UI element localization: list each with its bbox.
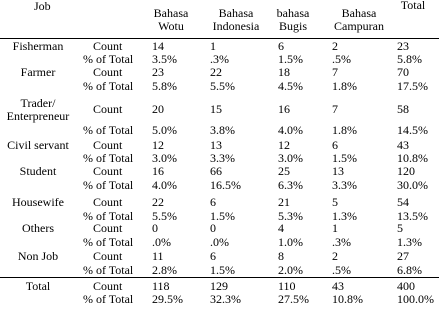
table-row-count-cell: 5 xyxy=(397,221,403,235)
total-row-pct-cell: 29.5% xyxy=(152,292,183,306)
table-row-count-cell: 7 xyxy=(332,65,338,79)
column-header: Bahasa xyxy=(341,6,377,20)
table-row-pct-cell: 5.0% xyxy=(152,123,177,137)
column-header: Indonesia xyxy=(212,19,260,33)
table-row-pct-cell: 14.5% xyxy=(397,123,428,137)
total-row-count-cell: 43 xyxy=(332,279,344,293)
total-row-pct-cell: 100.0% xyxy=(397,292,434,306)
table-row-pct-cell: .0% xyxy=(210,235,229,249)
table-row-pct-cell: 30.0% xyxy=(397,178,428,192)
column-header: Total xyxy=(400,0,426,12)
table-row-pct-cell: 6.3% xyxy=(278,178,303,192)
total-row-job-label: Total xyxy=(25,279,51,293)
table-row-pct-cell: 3.3% xyxy=(210,151,235,165)
stat-label-count: Count xyxy=(93,39,123,53)
table-row-pct-cell: 1.5% xyxy=(210,263,235,277)
table-row-pct-cell: .3% xyxy=(210,52,229,66)
stat-label-count: Count xyxy=(93,164,123,178)
total-row-count-cell: 118 xyxy=(152,279,170,293)
table-row-pct-cell: 5.5% xyxy=(210,79,235,93)
table-row-count-cell: 120 xyxy=(397,164,415,178)
table-row-pct-cell: 2.8% xyxy=(152,263,177,277)
table-row-count-cell: 16 xyxy=(278,102,290,116)
table-row-pct-cell: 17.5% xyxy=(397,79,428,93)
stat-label-count: Count xyxy=(93,138,123,152)
table-row-pct-cell: 4.0% xyxy=(152,178,177,192)
table-row-count-cell: 7 xyxy=(332,102,338,116)
table-row-count-cell: 14 xyxy=(152,39,164,53)
table-row-count-cell: 12 xyxy=(278,138,290,152)
table-row-pct-cell: 1.3% xyxy=(332,209,357,223)
table-row-pct-cell: 3.0% xyxy=(278,151,303,165)
table-row-count-cell: 6 xyxy=(278,39,284,53)
table-rule xyxy=(0,277,439,278)
table-row-job-label: Fisherman xyxy=(12,39,64,53)
table-row-count-cell: 1 xyxy=(210,39,216,53)
table-row-count-cell: 15 xyxy=(210,102,222,116)
table-row-count-cell: 22 xyxy=(152,195,164,209)
stat-label-pct: % of Total xyxy=(83,292,134,306)
stat-label-count: Count xyxy=(93,249,123,263)
stat-label-count: Count xyxy=(93,279,123,293)
table-row-count-cell: 11 xyxy=(152,249,164,263)
table-row-count-cell: 12 xyxy=(152,138,164,152)
stat-label-pct: % of Total xyxy=(83,151,134,165)
table-row-pct-cell: 1.3% xyxy=(397,235,422,249)
table-row-count-cell: 23 xyxy=(397,39,409,53)
table-row-pct-cell: 3.8% xyxy=(210,123,235,137)
table-rule xyxy=(0,38,439,39)
table-row-count-cell: 22 xyxy=(210,65,222,79)
table-row-count-cell: 25 xyxy=(278,164,290,178)
table-row-pct-cell: 4.5% xyxy=(278,79,303,93)
table-row-pct-cell: 1.8% xyxy=(332,79,357,93)
row-variable-header: Job xyxy=(34,0,51,13)
stat-label-count: Count xyxy=(93,65,123,79)
table-row-count-cell: 4 xyxy=(278,221,284,235)
total-row-pct-cell: 10.8% xyxy=(332,292,363,306)
table-row-pct-cell: 3.0% xyxy=(152,151,177,165)
table-row-count-cell: 6 xyxy=(210,249,216,263)
table-row-count-cell: 0 xyxy=(152,221,158,235)
column-header: Campuran xyxy=(334,19,384,33)
column-header: Wotu xyxy=(158,19,184,33)
stat-label-pct: % of Total xyxy=(83,52,134,66)
stat-label-pct: % of Total xyxy=(83,123,134,137)
column-header: bahasa xyxy=(276,6,310,20)
table-row-job-label: Non Job xyxy=(17,249,59,263)
table-row-pct-cell: 5.3% xyxy=(278,209,303,223)
table-row-pct-cell: 1.0% xyxy=(278,235,303,249)
stat-label-pct: % of Total xyxy=(83,209,134,223)
table-row-count-cell: 16 xyxy=(152,164,164,178)
total-row-count-cell: 110 xyxy=(278,279,296,293)
table-row-count-cell: 1 xyxy=(332,221,338,235)
stat-label-pct: % of Total xyxy=(83,235,134,249)
total-row-count-cell: 129 xyxy=(210,279,228,293)
table-row-job-label: Civil servant xyxy=(7,138,69,152)
table-row-count-cell: 6 xyxy=(210,195,216,209)
total-row-count-cell: 400 xyxy=(397,279,415,293)
stat-label-pct: % of Total xyxy=(83,79,134,93)
table-row-pct-cell: 1.8% xyxy=(332,123,357,137)
table-row-count-cell: 20 xyxy=(152,102,164,116)
table-row-count-cell: 70 xyxy=(397,65,409,79)
table-row-count-cell: 0 xyxy=(210,221,216,235)
table-row-count-cell: 58 xyxy=(397,102,409,116)
table-row-count-cell: 2 xyxy=(332,39,338,53)
table-row-pct-cell: 5.8% xyxy=(152,79,177,93)
table-row-count-cell: 27 xyxy=(397,249,409,263)
column-header: Bugis xyxy=(278,19,307,33)
stat-label-count: Count xyxy=(93,195,123,209)
table-row-pct-cell: 1.5% xyxy=(210,209,235,223)
stat-label-pct: % of Total xyxy=(83,263,134,277)
table-row-pct-cell: .3% xyxy=(332,235,351,249)
table-row-job-label: Student xyxy=(19,164,57,178)
table-row-count-cell: 6 xyxy=(332,138,338,152)
table-row-count-cell: 2 xyxy=(332,249,338,263)
table-row-pct-cell: 1.5% xyxy=(278,52,303,66)
stat-label-pct: % of Total xyxy=(83,178,134,192)
table-row-count-cell: 23 xyxy=(152,65,164,79)
table-row-pct-cell: 5.5% xyxy=(152,209,177,223)
column-header: Bahasa xyxy=(218,6,254,20)
table-row-pct-cell: 16.5% xyxy=(210,178,241,192)
table-row-pct-cell: 13.5% xyxy=(397,209,428,223)
table-row-pct-cell: .5% xyxy=(332,263,351,277)
table-row-pct-cell: 1.5% xyxy=(332,151,357,165)
table-row-job-label: Trader/ xyxy=(20,96,56,110)
table-row-count-cell: 5 xyxy=(332,195,338,209)
table-row-pct-cell: .0% xyxy=(152,235,171,249)
table-row-pct-cell: 10.8% xyxy=(397,151,428,165)
table-row-count-cell: 8 xyxy=(278,249,284,263)
table-row-count-cell: 18 xyxy=(278,65,290,79)
table-row-pct-cell: 5.8% xyxy=(397,52,422,66)
table-row-pct-cell: 3.3% xyxy=(332,178,357,192)
table-row-job-label: Enterpreneur xyxy=(6,109,70,123)
table-row-pct-cell: 3.5% xyxy=(152,52,177,66)
table-row-count-cell: 66 xyxy=(210,164,222,178)
table-row-job-label: Others xyxy=(22,221,54,235)
stat-label-count: Count xyxy=(93,102,123,116)
table-row-count-cell: 21 xyxy=(278,195,290,209)
table-row-pct-cell: 2.0% xyxy=(278,263,303,277)
table-row-count-cell: 13 xyxy=(332,164,344,178)
total-row-pct-cell: 32.3% xyxy=(210,292,241,306)
table-row-pct-cell: 4.0% xyxy=(278,123,303,137)
table-row-job-label: Housewife xyxy=(12,195,64,209)
table-row-job-label: Farmer xyxy=(20,65,56,79)
table-row-count-cell: 43 xyxy=(397,138,409,152)
column-header: Bahasa xyxy=(153,6,189,20)
table-row-pct-cell: 6.8% xyxy=(397,263,422,277)
table-row-count-cell: 13 xyxy=(210,138,222,152)
stat-label-count: Count xyxy=(93,221,123,235)
table-row-count-cell: 54 xyxy=(397,195,409,209)
table-row-pct-cell: .5% xyxy=(332,52,351,66)
total-row-pct-cell: 27.5% xyxy=(278,292,309,306)
